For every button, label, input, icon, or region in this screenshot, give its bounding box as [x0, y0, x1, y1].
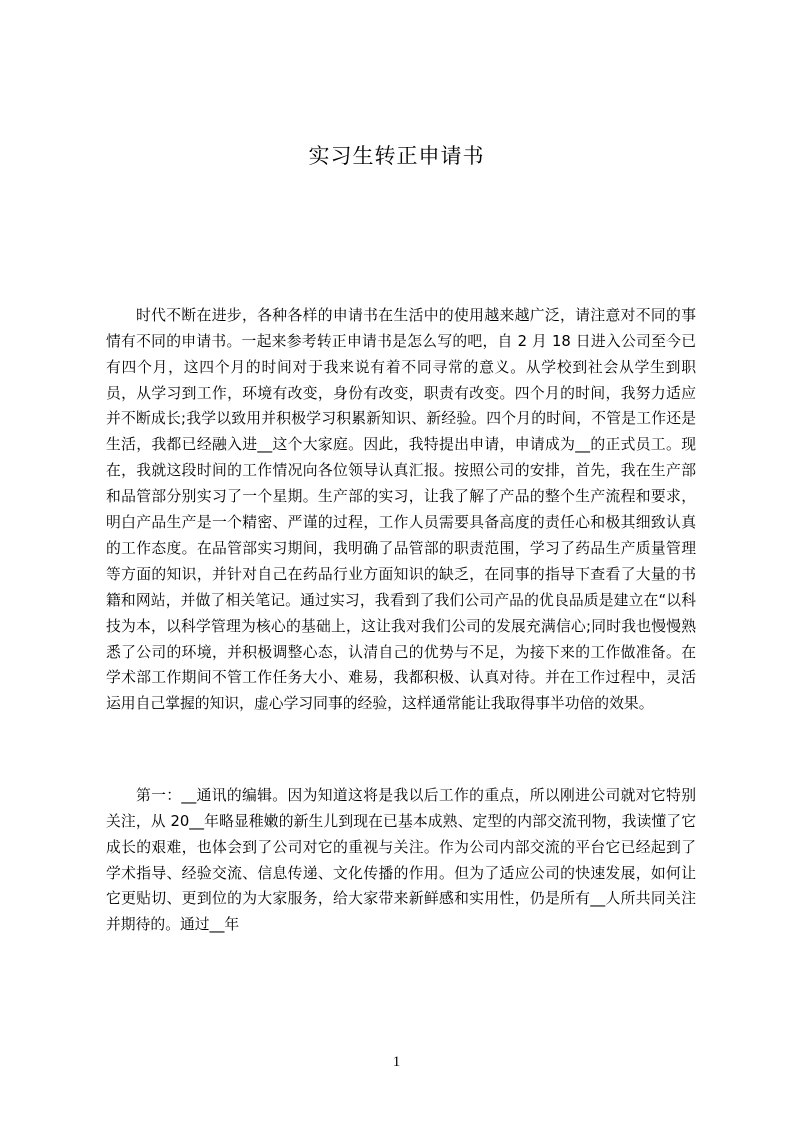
document-title: 实习生转正申请书: [308, 144, 485, 168]
page-number: 1: [392, 1054, 401, 1070]
body-paragraph-1: 时代不断在进步，各种各样的申请书在生活中的使用越来越广泛，请注意对不同的事情有不同的申请书。一起来参考转正申请书是怎么写的吧，自 2 月 18 日进入公司至今已有四个月，这四个月的时间对于我来说有着不同寻常的意义。从学校到社会从学生到职员，从学习到工作，环境有改变，身份有改变，职责有改变。四个月的时间，我努力适应并不断成长;我学以致用并积极学习积累新知识、新经验。四个月的时间，不管是工作还是生活，我都已经融入进__这个大家庭。因此，我特提出申请，申请成为__的正式员工。现在，我就这段时间的工作情况向各位领导认真汇报。按照公司的安排，首先，我在生产部和品管部分别实习了一个星期。生产部的实习，让我了解了产品的整个生产流程和要求，明白产品生产是一个精密、严谨的过程，工作人员需要具备高度的责任心和极其细致认真的工作态度。在品管部实习期间，我明确了品管部的职责范围，学习了药品生产质量管理等方面的知识，并针对自己在药品行业方面知识的缺乏，在同事的指导下查看了大量的书籍和网站，并做了相关笔记。通过实习，我看到了我们公司产品的优良品质是建立在“以科技为本，以科学管理为核心的基础上，这让我对我们公司的发展充满信心;同时我也慢慢熟悉了公司的环境，并积极调整心态，认清自己的优势与不足，为接下来的工作做准备。在学术部工作期间不管工作任务大小、难易，我都积极、认真对待。并在工作过程中，灵活运用自己掌握的知识，虚心学习同事的经验，这样通常能让我取得事半功倍的效果。: [106, 306, 696, 713]
body-paragraph-2: 第一：__通讯的编辑。因为知道这将是我以后工作的重点，所以刚进公司就对它特别关注，从 20__年略显稚嫩的新生儿到现在已基本成熟、定型的内部交流刊物，我读懂了它成长的艰难，也体会到了公司对它的重视与关注。作为公司内部交流的平台它已经起到了学术指导、经验交流、信息传递、文化传播的作用。但为了适应公司的快速发展，如何让它更贴切、更到位的为大家服务，给大家带来新鲜感和实用性，仍是所有__人所共同关注并期待的。通过__年: [106, 786, 696, 934]
